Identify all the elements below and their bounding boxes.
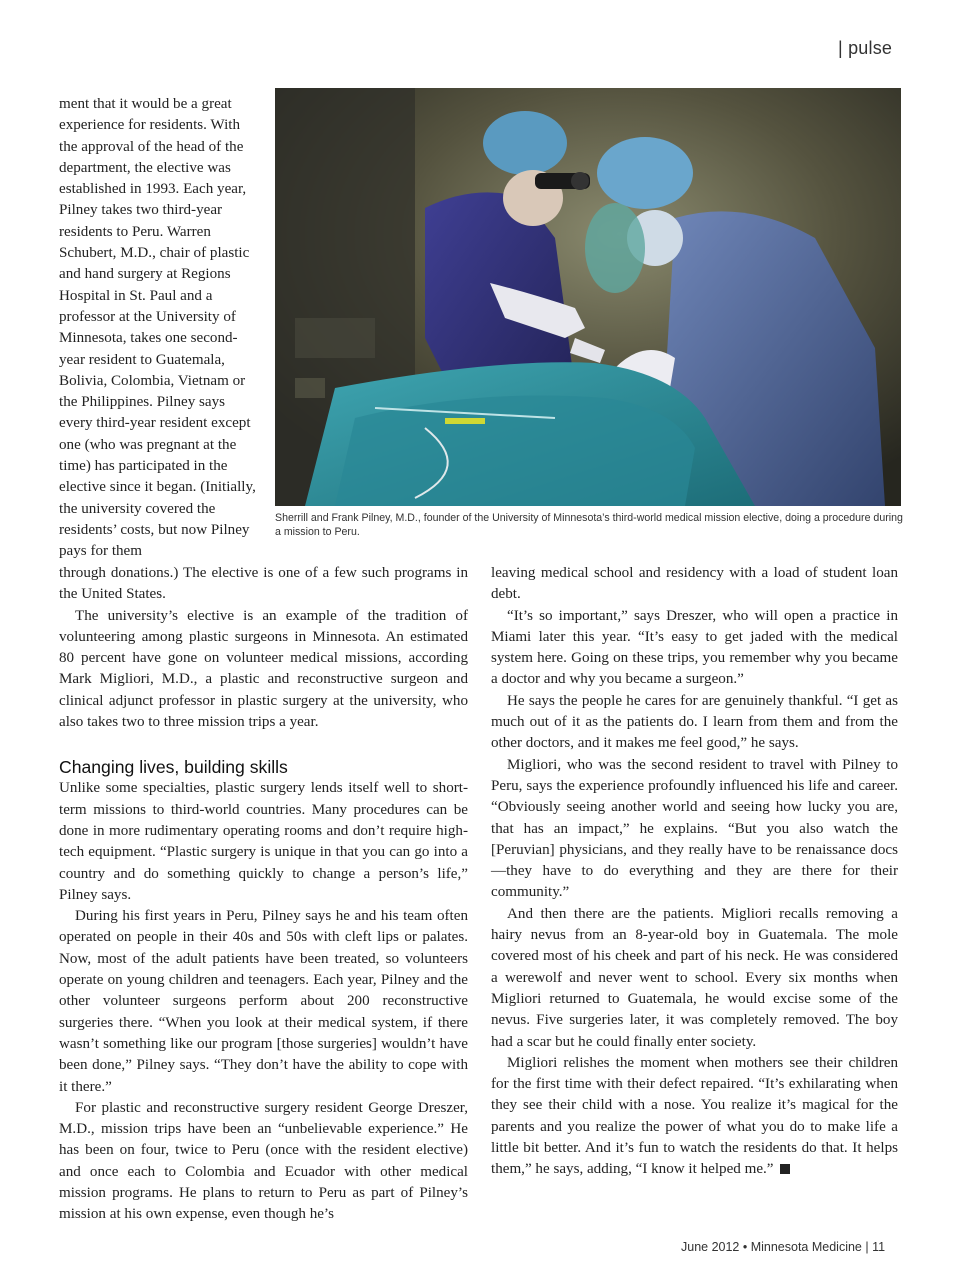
right-paragraph-6-text: Migliori relishes the moment when mothers see their children for the first time with their defect repaired. “It’s exhilarating when they see their child with a nose. You realize it’s magical for the parents and you realize the power of what you do to make life a little bit better. And it’s fun to watch the residents do that. It helps them,” he says, adding, “I know it helped me.” [491, 1054, 898, 1178]
left-paragraph-4: During his first years in Peru, Pilney says he and his team often operated on people in their 40s and 50s with cleft lips or palates. Now, most of the adult patients have been treated, so volunteers operate on young children and teenagers. Each year, Pilney and the other volunteer surgeons perform about 200 reconstructive surgeries there. “When you look at their medical system, if there wasn’t something like our program [those surgeries] wouldn’t have been done,” Pilney says. “They don’t have the ability to cope with it there.” [59, 908, 468, 1095]
left-paragraph-3: Unlike some specialties, plastic surgery lends itself well to short-term missions to third-world countries. Many procedures can be done in more rudimentary operating rooms and don’t require high-tech equipment. “Plastic surgery is unique in that you can go into a country and do something quickly to change a person’s life,” Pilney says. [59, 780, 468, 903]
right-paragraph-3: He says the people he cares for are genuinely thankful. “I get as much out of it as the patients do. I learn from them and from the other doctors, and it makes me feel good,” he says. [491, 692, 898, 752]
right-paragraph-2: “It’s so important,” says Dreszer, who will open a practice in Miami later this year. “It’s easy to get jaded with the medical system here. Going on these trips, you remember why you became a doctor and why you became a surgeon.” [491, 607, 898, 688]
left-paragraph-5: For plastic and reconstructive surgery resident George Dreszer, M.D., mission trips have been an “unbelievable experience.” He has been on four, twice to Peru (once with the resident elective) and once each to Colombia and Ecuador with other medical mission programs. He plans to return to Peru as part of Pilney’s mission at his own expense, even though he’s [59, 1099, 468, 1223]
end-mark-icon [780, 1164, 790, 1174]
page-footer: June 2012 • Minnesota Medicine | 11 [681, 1240, 886, 1254]
right-paragraph-1: leaving medical school and residency with a load of student loan debt. [491, 565, 898, 603]
left-column [59, 563, 468, 1226]
surgery-photo-illustration [275, 88, 901, 506]
left-paragraph-1: through donations.) The elective is one of a few such programs in the United States. [59, 565, 468, 603]
right-column [491, 563, 898, 1181]
narrow-column [59, 94, 259, 563]
section-tag: | pulse [838, 38, 893, 58]
photo-caption: Sherrill and Frank Pilney, M.D., founder of the University of Minnesota’s third-world medical mission elective, doing a procedure during a mission to Peru. [275, 512, 903, 538]
right-paragraph-5: And then there are the patients. Migliori recalls removing a hairy nevus from an 8-year-old boy in Guatemala. The mole covered most of his cheek and part of his neck. He was considered a werewolf and never went to school. Every six months when Migliori returned to Guatemala, he would excise some of the nevus. Five surgeries later, it was completely removed. The boy had a scar but he could finally enter society. [491, 905, 898, 1050]
section-heading: Changing lives, building skills [59, 757, 288, 778]
left-paragraph-2: The university’s elective is an example of the tradition of volunteering among plastic surgeons in Minnesota. An estimated 80 percent have gone on volunteer medical missions, according Mark Migliori, M.D., a plastic and reconstructive surgeon and clinical adjunct professor in plastic surgery at the university, who also takes two to three mission trips a year. [59, 607, 468, 731]
narrow-paragraph: ment that it would be a great experience for residents. With the approval of the head of the department, the elective was established in 1993. Each year, Pilney takes two third-year residents to Peru. Warren Schubert, M.D., chair of plastic and hand surgery at Regions Hospital in St. Paul and a professor at the University of Minnesota, takes one second-year resident to Guatemala, Bolivia, Colombia, Vietnam or the Philippines. Pilney says every third-year resident except one (who was pregnant at the time) has participated in the elective since it began. (Initially, the university covered the residents’ costs, but now Pilney pays for them [59, 96, 256, 560]
surgery-photo [275, 88, 901, 506]
right-paragraph-4: Migliori, who was the second resident to travel with Pilney to Peru, says the experience profoundly influenced his life and career. “Obviously seeing another world and seeing how lucky you are, that has an impact,” he explains. “But you also watch the [Peruvian] physicians, and they really have to be renaissance docs—they have to do everything and they are there for their community.” [491, 756, 898, 901]
right-paragraph-6 [491, 1053, 898, 1181]
